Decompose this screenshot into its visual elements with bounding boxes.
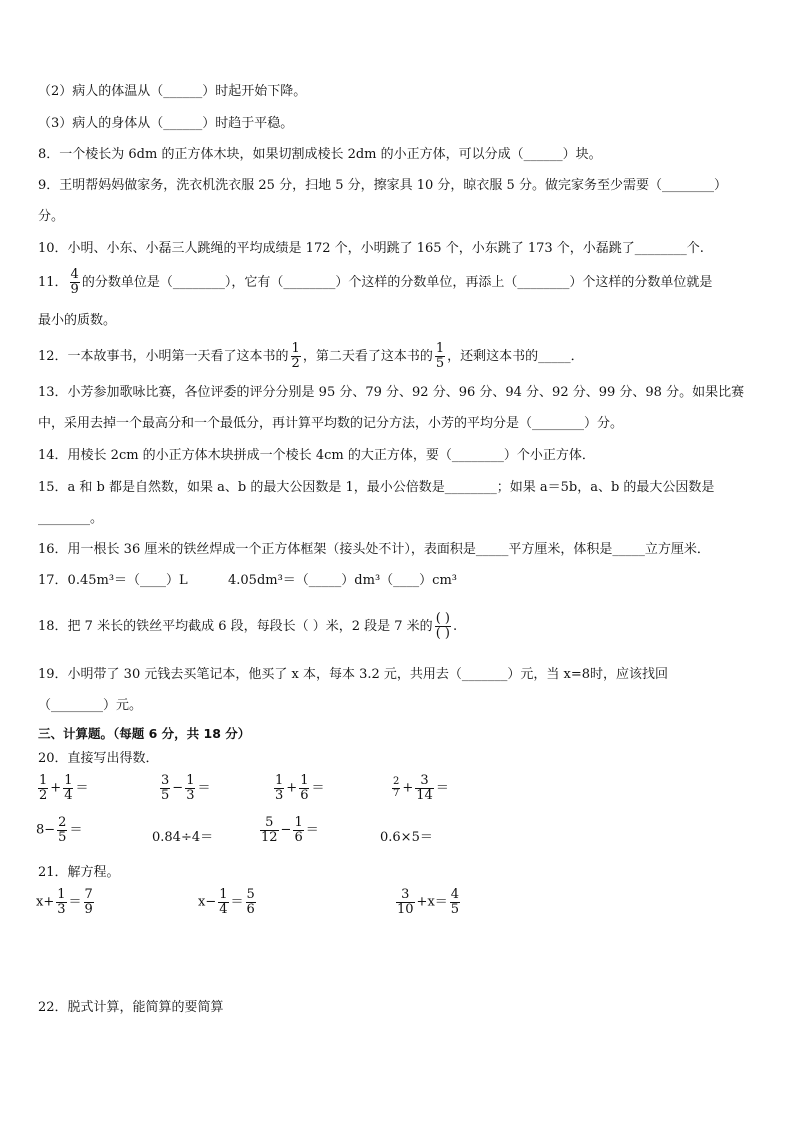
equals-sign: ＝ (197, 780, 211, 796)
exercise-20-item (380, 826, 433, 845)
question-18-end: . (452, 619, 458, 634)
question-19-line1: 19．小明带了 30 元钱去买笔记本，他买了 x 本，每本 3.2 元，共用去（_______）元，当 x=8时，应该找回 (38, 667, 669, 682)
question-14: 14．用棱长 2cm 的小正方体木块拼成一个棱长 4cm 的大正方体，要（________）个小正方体． (38, 448, 595, 463)
exercise-20-item (258, 816, 319, 844)
fraction: $\frac{2}{5}$ (58, 815, 67, 845)
equals-sign: ＝ (75, 780, 89, 796)
question-8: 8．一个棱长为 6dm 的正方体木块，如果切割成棱长 2dm 的小正方体，可以分成（______）块。 (38, 147, 602, 162)
q7-part2: （2）病人的体温从（______）时起开始下降。 (38, 84, 307, 99)
question-21: 21．解方程。 (38, 865, 120, 880)
question-10: 10．小明、小东、小磊三人跳绳的平均成绩是 172 个，小明跳了 165 个，小东跳了 173 个，小磊跳了________个. (38, 241, 704, 256)
question-11-line2: 最小的质数。 (38, 313, 117, 328)
fraction-1-2: $\frac{1}{2}$ (291, 341, 300, 371)
question-13-line2: 中，采用去掉一个最高分和一个最低分，再计算平均数的记分方法，小芳的平均分是（________）分。 (38, 416, 624, 431)
fraction: $\frac{1}{4}$ (64, 773, 73, 803)
fraction: $\frac{1}{3}$ (275, 773, 284, 803)
fraction: $\frac{1}{6}$ (294, 815, 303, 845)
operator: + (286, 780, 298, 796)
question-15-line2: ________。 (38, 511, 104, 526)
exercise-text: 0.84÷4＝ (152, 830, 214, 845)
equation-prefix: x− (198, 894, 217, 910)
equation-item (36, 888, 96, 916)
exercise-20-item (158, 774, 210, 802)
question-17-part2: 4.05dm³＝（_____）dm³（____）cm³ (228, 573, 457, 588)
fraction: $\frac{2}{7}$ (393, 776, 400, 799)
q7-part3: （3）病人的身体从（______）时趋于平稳。 (38, 116, 294, 131)
question-22: 22．脱式计算，能简算的要简算 (38, 1000, 224, 1015)
fraction: $\frac{1}{2}$ (39, 773, 48, 803)
question-9-line1: 9．王明帮妈妈做家务，洗衣机洗衣服 25 分，扫地 5 分，擦家具 10 分，晾衣服 5 分。做完家务至少需要（________） (38, 178, 727, 193)
equals-sign: ＝ (311, 780, 325, 796)
question-11-line1 (38, 266, 712, 300)
equation-item (394, 888, 462, 916)
exercise-prefix: 8− (36, 822, 56, 838)
question-12-text-c: ，还剩这本书的_____． (447, 349, 584, 364)
fraction: $\frac{3}{10}$ (397, 887, 414, 917)
fraction: $\frac{1}{3}$ (186, 773, 195, 803)
fraction: $\frac{5}{12}$ (261, 815, 278, 845)
question-13-line1: 13．小芳参加歌咏比赛，各位评委的评分分别是 95 分、79 分、92 分、96 分、94 分、92 分、99 分、98 分。如果比赛 (38, 385, 745, 400)
section-3-heading: 三、计算题。（每题 6 分，共 18 分） (38, 726, 251, 741)
fraction: $\frac{7}{9}$ (84, 887, 93, 917)
operator: + (402, 780, 414, 796)
question-9-line2: 分。 (38, 209, 65, 224)
fraction-1-5: $\frac{1}{5}$ (435, 341, 445, 371)
operator: − (280, 822, 292, 838)
operator: − (172, 780, 184, 796)
equals-sign: ＝ (230, 894, 244, 910)
question-15-line1: 15．a 和 b 都是自然数，如果 a、b 的最大公因数是 1，最小公倍数是________；如果 a＝5b，a、b 的最大公因数是 (38, 480, 715, 495)
question-18-text: 18．把 7 米长的铁丝平均截成 6 段，每段长（ ）米，2 段是 7 米的 (38, 619, 433, 634)
exercise-20-item (272, 774, 324, 802)
equals-sign: ＝ (68, 894, 82, 910)
question-17-part1: 17．0.45m³＝（____）L (38, 573, 188, 588)
question-12 (38, 340, 584, 374)
equation-item (198, 888, 258, 916)
fraction: $\frac{5}{6}$ (246, 887, 255, 917)
fraction-4-9: $\frac{4}{9}$ (70, 267, 79, 297)
question-12-text-b: ，第二天看了这本书的 (302, 349, 433, 364)
fraction: $\frac{3}{14}$ (416, 773, 433, 803)
fraction: $\frac{1}{6}$ (300, 773, 309, 803)
equals-sign: ＝ (69, 822, 83, 838)
question-20: 20．直接写出得数． (38, 751, 159, 766)
equation-prefix: x+ (36, 894, 55, 910)
question-19-line2: （________）元。 (38, 698, 143, 713)
question-11-text: 的分数单位是（________），它有（________）个这样的分数单位，再添上（________）个这样的分数单位就是 (81, 275, 713, 290)
equation-middle: +x＝ (416, 894, 448, 910)
operator: + (50, 780, 62, 796)
question-11-number: 11． (38, 275, 68, 290)
exercise-text: 0.6×5＝ (380, 830, 433, 845)
equals-sign: ＝ (435, 780, 449, 796)
fraction: $\frac{1}{3}$ (57, 887, 66, 917)
fraction: $\frac{1}{4}$ (219, 887, 228, 917)
equals-sign: ＝ (305, 822, 319, 838)
question-12-text-a: 12．一本故事书，小明第一天看了这本书的 (38, 349, 289, 364)
exercise-20-item (36, 774, 88, 802)
question-16: 16．用一根长 36 厘米的铁丝焊成一个正方体框架（接头处不计），表面积是_____平方厘米，体积是_____立方厘米． (38, 542, 710, 557)
exercise-20-item (390, 774, 449, 802)
exercise-20-item (36, 816, 82, 844)
fraction-blank: ( ) ( ) (435, 611, 450, 641)
fraction: $\frac{3}{5}$ (161, 773, 170, 803)
fraction: $\frac{4}{5}$ (450, 887, 460, 917)
exercise-20-item (152, 826, 213, 845)
question-18 (38, 608, 457, 646)
